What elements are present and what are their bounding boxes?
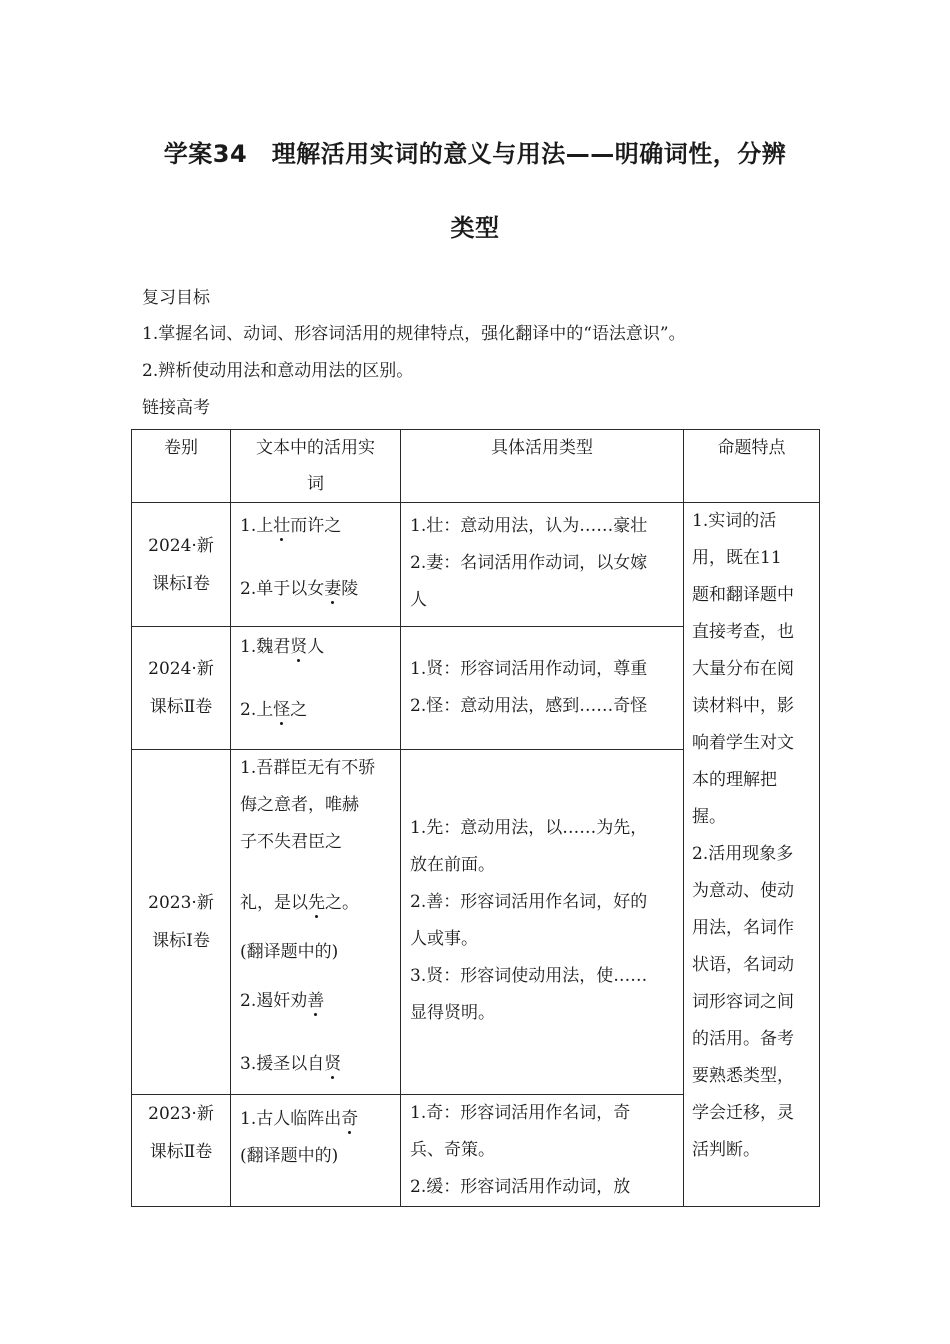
feature-line: 题和翻译题中 [692,585,794,605]
type-line: 人 [410,590,427,610]
header-features: 命题特点 [684,430,820,503]
words-cell [231,750,401,1095]
goal-item-1: 1.掌握名词、动词、形容词活用的规律特点，强化翻译中的“语法意识”。 [142,324,686,344]
paper-line2: 课标Ⅰ卷 [152,573,210,594]
word-line: (翻译题中的) [240,942,339,962]
word-item: 2.遏奸劝善 [240,991,325,1011]
title-line-2: 类型 [450,214,500,242]
header-words-line2: 词 [307,474,324,494]
types-cell [401,627,684,750]
type-line: 显得贤明。 [410,1003,495,1023]
feature-line: 用，既在11 [692,548,782,568]
types-cell [401,1095,684,1207]
type-line: 2.妻：名词活用作动词，以女嫁 [410,553,648,573]
type-line: 兵、奇策。 [410,1140,495,1160]
emphasis-char: 善 [307,991,325,1011]
emphasis-char: 奇 [341,1109,359,1129]
emphasis-char: 妻 [324,579,342,599]
type-line: 人或事。 [410,929,478,949]
word-item: 3.援圣以自贤 [240,1054,342,1074]
words-cell [231,1095,401,1207]
feature-line: 状语，名词动 [692,955,794,975]
goals-heading: 复习目标 [142,288,210,308]
words-cell [231,503,401,627]
emphasis-char: 贤 [324,1054,342,1074]
feature-line: 响着学生对文 [692,733,794,753]
paper-cell [132,503,231,627]
feature-line: 学会迁移，灵 [692,1103,794,1123]
type-line: 1.先：意动用法，以……为先， [410,818,648,838]
type-line: 1.奇：形容词活用作名词，奇 [410,1103,631,1123]
type-line: 2.缓：形容词活用作动词，放 [410,1177,631,1197]
feature-line: 为意动、使动 [692,881,794,901]
paper-line1: 2023·新 [148,893,214,913]
exam-table [131,429,820,1207]
header-words [231,430,401,503]
feature-line: 词形容词之间 [692,992,794,1012]
type-line: 1.贤：形容词活用作动词，尊重 [410,659,648,679]
feature-line: 大量分布在阅 [692,659,794,679]
paper-cell [132,627,231,750]
type-line: 2.善：形容词活用作名词，好的 [410,892,648,912]
table-header-row [132,430,820,503]
feature-line: 1.实词的活 [692,511,777,531]
word-line: 1.吾群臣无有不骄 [240,758,376,778]
word-item: 1.古人临阵出奇 [240,1109,359,1129]
feature-line: 用法，名词作 [692,918,794,938]
word-line: 侮之意者，唯赫 [240,795,359,815]
paper-line1: 2024·新 [148,659,214,679]
word-item: 2.上怪之 [240,700,308,720]
types-cell [401,750,684,1095]
type-line: 3.贤：形容词使动用法，使…… [410,966,648,986]
type-line: 放在前面。 [410,855,495,875]
feature-line: 读材料中，影 [692,696,794,716]
emphasis-char: 壮 [273,516,291,536]
word-item: 1.魏君贤人 [240,637,325,657]
header-words-line1: 文本中的活用实 [256,438,375,458]
words-cell [231,627,401,750]
paper-line1: 2023·新 [148,1104,214,1124]
page-title [120,130,830,252]
header-paper: 卷别 [132,430,231,503]
types-cell [401,503,684,627]
feature-line: 2.活用现象多 [692,844,794,864]
goal-item-2: 2.辨析使动用法和意动用法的区别。 [142,361,414,381]
paper-cell [132,1095,231,1207]
feature-line: 要熟悉类型， [692,1066,794,1086]
paper-line2: 课标Ⅰ卷 [152,931,210,951]
feature-line: 的活用。备考 [692,1029,794,1049]
feature-line: 直接考查，也 [692,622,794,642]
paper-line2: 课标Ⅱ卷 [149,1142,213,1162]
paper-line2: 课标Ⅱ卷 [149,697,213,717]
title-line-1: 学案34 理解活用实词的意义与用法——明确词性，分辨 [163,140,787,168]
paper-line1: 2024·新 [148,535,214,556]
feature-line: 本的理解把 [692,770,777,790]
word-item: 1.上壮而许之 [240,516,342,536]
emphasis-char: 先 [308,893,325,913]
paper-cell [132,750,231,1095]
word-line: 子不失君臣之 [240,832,342,852]
word-line: (翻译题中的) [240,1146,339,1166]
header-types: 具体活用类型 [401,430,684,503]
emphasis-char: 怪 [273,700,291,720]
feature-line: 活判断。 [692,1140,760,1160]
feature-line: 握。 [692,807,726,827]
emphasis-char: 贤 [290,637,308,657]
type-line: 1.壮：意动用法，认为……豪壮 [410,516,648,536]
type-line: 2.怪：意动用法，感到……奇怪 [410,696,648,716]
table-row [132,503,820,627]
features-cell [684,503,820,1207]
word-line: 礼，是以先之。 [240,893,359,913]
link-heading: 链接高考 [142,398,210,418]
word-item: 2.单于以女妻陵 [240,579,359,599]
